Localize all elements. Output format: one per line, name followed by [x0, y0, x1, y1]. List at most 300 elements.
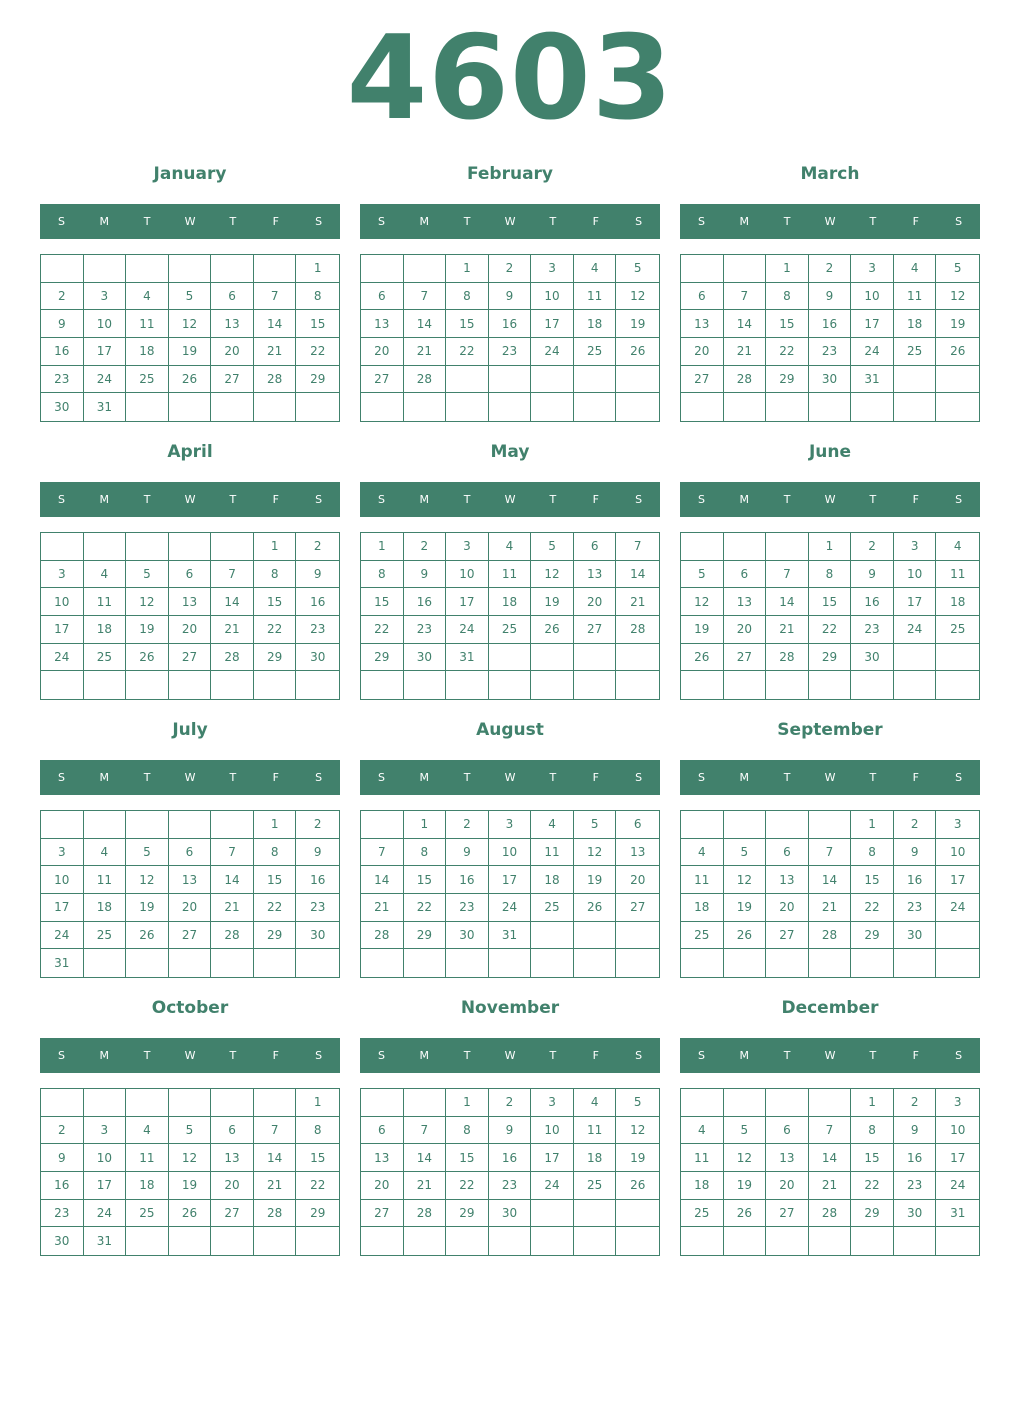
day-cell: 22 [361, 616, 404, 644]
day-cell: 23 [809, 338, 852, 366]
day-cell [211, 811, 254, 839]
day-cell [766, 949, 809, 977]
day-cell: 22 [851, 1172, 894, 1200]
day-cell: 10 [531, 283, 574, 311]
weekday-label: T [783, 493, 791, 506]
day-cell: 1 [254, 811, 297, 839]
weekday-label: M [99, 1049, 110, 1062]
day-cell: 14 [724, 310, 767, 338]
weekday-label: T [143, 493, 151, 506]
day-cell: 15 [254, 866, 297, 894]
weekday-label: T [549, 215, 557, 228]
weekday-label: F [592, 215, 599, 228]
day-cell: 15 [404, 866, 447, 894]
day-cell: 24 [894, 616, 937, 644]
day-cell: 7 [809, 839, 852, 867]
day-cell [489, 644, 532, 672]
day-cell: 23 [446, 894, 489, 922]
day-cell: 30 [894, 922, 937, 950]
day-cell: 21 [211, 616, 254, 644]
weekday-label: T [549, 771, 557, 784]
day-cell: 2 [446, 811, 489, 839]
day-cell [574, 366, 617, 394]
day-cell: 2 [41, 283, 84, 311]
day-cell: 7 [404, 283, 447, 311]
day-cell: 1 [766, 255, 809, 283]
day-cell: 10 [446, 561, 489, 589]
day-grid [360, 254, 660, 422]
weekday-header [360, 1038, 660, 1073]
weekday-label: T [229, 493, 237, 506]
day-cell: 16 [894, 866, 937, 894]
day-cell: 13 [724, 588, 767, 616]
day-cell: 31 [84, 393, 127, 421]
weekday-label: W [504, 215, 516, 228]
day-cell: 26 [681, 644, 724, 672]
day-cell: 28 [766, 644, 809, 672]
day-cell [41, 255, 84, 283]
weekday-label: S [377, 771, 385, 784]
day-cell: 2 [41, 1117, 84, 1145]
day-cell: 14 [254, 1144, 297, 1172]
weekday-label: M [99, 215, 110, 228]
day-cell: 26 [126, 644, 169, 672]
day-cell [169, 255, 212, 283]
day-cell: 8 [446, 1117, 489, 1145]
day-cell: 6 [681, 283, 724, 311]
day-cell: 1 [296, 255, 339, 283]
day-cell: 21 [616, 588, 659, 616]
weekday-label: W [824, 493, 836, 506]
day-cell: 8 [809, 561, 852, 589]
month-name: January [153, 164, 227, 184]
day-cell: 28 [211, 922, 254, 950]
day-cell: 20 [211, 1172, 254, 1200]
day-grid [40, 1088, 340, 1256]
day-cell: 19 [616, 1144, 659, 1172]
day-cell: 11 [126, 1144, 169, 1172]
weekday-label: F [912, 215, 919, 228]
day-cell: 14 [211, 588, 254, 616]
day-cell [766, 811, 809, 839]
day-cell: 15 [361, 588, 404, 616]
day-cell: 19 [169, 1172, 212, 1200]
day-cell: 5 [724, 1117, 767, 1145]
day-cell: 21 [809, 894, 852, 922]
weekday-header [680, 760, 980, 795]
day-cell [361, 811, 404, 839]
day-cell: 6 [211, 1117, 254, 1145]
weekday-label: W [184, 215, 196, 228]
weekday-label: T [229, 1049, 237, 1062]
day-cell [41, 533, 84, 561]
weekday-label: F [912, 1049, 919, 1062]
weekday-label: W [824, 215, 836, 228]
day-cell [724, 949, 767, 977]
day-cell: 12 [936, 283, 979, 311]
day-cell: 4 [574, 255, 617, 283]
day-cell: 27 [169, 644, 212, 672]
day-cell: 8 [766, 283, 809, 311]
day-cell: 5 [616, 255, 659, 283]
month-name: December [781, 998, 879, 1018]
day-cell: 25 [531, 894, 574, 922]
day-cell: 1 [446, 1089, 489, 1117]
day-cell: 14 [809, 1144, 852, 1172]
day-cell: 8 [446, 283, 489, 311]
day-cell [211, 949, 254, 977]
day-cell [211, 393, 254, 421]
weekday-label: T [229, 771, 237, 784]
day-cell: 11 [574, 283, 617, 311]
day-cell: 19 [724, 894, 767, 922]
day-cell [84, 671, 127, 699]
day-cell: 9 [446, 839, 489, 867]
day-cell: 17 [41, 894, 84, 922]
day-cell [894, 949, 937, 977]
weekday-label: T [143, 771, 151, 784]
day-cell [361, 671, 404, 699]
weekday-label: F [912, 493, 919, 506]
weekday-label: T [549, 493, 557, 506]
weekday-label: M [99, 771, 110, 784]
day-cell: 18 [681, 894, 724, 922]
day-cell [809, 393, 852, 421]
day-cell [211, 671, 254, 699]
day-cell: 18 [894, 310, 937, 338]
day-cell [169, 393, 212, 421]
weekday-label: W [184, 493, 196, 506]
day-cell: 6 [766, 839, 809, 867]
day-cell [936, 671, 979, 699]
day-cell: 28 [254, 1200, 297, 1228]
day-cell: 19 [724, 1172, 767, 1200]
weekday-label: F [592, 771, 599, 784]
weekday-label: F [272, 215, 279, 228]
day-cell [936, 366, 979, 394]
day-cell: 4 [126, 283, 169, 311]
day-cell: 25 [84, 922, 127, 950]
weekday-label: T [549, 1049, 557, 1062]
day-cell [616, 671, 659, 699]
day-cell [574, 644, 617, 672]
day-cell: 22 [809, 616, 852, 644]
day-cell: 30 [41, 393, 84, 421]
day-cell [404, 1089, 447, 1117]
day-cell: 2 [809, 255, 852, 283]
day-cell: 12 [574, 839, 617, 867]
weekday-label: M [739, 215, 750, 228]
day-cell: 24 [489, 894, 532, 922]
day-cell: 14 [211, 866, 254, 894]
day-cell: 29 [296, 366, 339, 394]
weekday-label: T [229, 215, 237, 228]
day-cell: 18 [531, 866, 574, 894]
day-cell: 1 [851, 1089, 894, 1117]
day-cell [254, 1089, 297, 1117]
day-cell [531, 393, 574, 421]
day-cell: 12 [681, 588, 724, 616]
day-cell: 1 [809, 533, 852, 561]
day-cell: 11 [489, 561, 532, 589]
day-cell [404, 393, 447, 421]
day-cell: 19 [126, 894, 169, 922]
weekday-label: S [377, 1049, 385, 1062]
weekday-label: S [635, 493, 643, 506]
day-cell: 5 [681, 561, 724, 589]
day-cell: 29 [254, 644, 297, 672]
day-cell: 10 [84, 310, 127, 338]
weekday-label: F [912, 771, 919, 784]
day-cell: 26 [616, 338, 659, 366]
weekday-label: M [99, 493, 110, 506]
day-cell: 6 [361, 283, 404, 311]
day-cell [361, 1089, 404, 1117]
day-cell: 3 [41, 561, 84, 589]
weekday-label: M [419, 771, 430, 784]
day-cell: 27 [616, 894, 659, 922]
day-grid [680, 1088, 980, 1256]
day-cell: 27 [361, 366, 404, 394]
day-cell: 8 [296, 283, 339, 311]
weekday-label: S [315, 493, 323, 506]
day-cell: 5 [574, 811, 617, 839]
day-cell: 7 [724, 283, 767, 311]
day-cell: 22 [254, 894, 297, 922]
day-cell [616, 1227, 659, 1255]
day-cell [361, 255, 404, 283]
day-cell [766, 1227, 809, 1255]
day-cell [489, 671, 532, 699]
day-cell: 26 [616, 1172, 659, 1200]
day-cell: 25 [126, 1200, 169, 1228]
day-cell: 17 [851, 310, 894, 338]
month-name: June [808, 442, 852, 462]
day-cell [169, 1089, 212, 1117]
day-cell: 20 [724, 616, 767, 644]
day-cell: 4 [84, 561, 127, 589]
day-cell: 20 [361, 338, 404, 366]
day-cell: 16 [894, 1144, 937, 1172]
day-cell: 1 [446, 255, 489, 283]
day-cell: 21 [404, 1172, 447, 1200]
weekday-label: F [272, 771, 279, 784]
day-cell: 29 [851, 1200, 894, 1228]
day-cell: 29 [404, 922, 447, 950]
day-cell: 26 [574, 894, 617, 922]
day-cell [126, 949, 169, 977]
day-cell [361, 393, 404, 421]
weekday-label: T [783, 215, 791, 228]
day-cell: 25 [574, 338, 617, 366]
day-cell: 3 [936, 1089, 979, 1117]
day-cell: 16 [296, 866, 339, 894]
day-cell: 21 [724, 338, 767, 366]
day-cell: 25 [574, 1172, 617, 1200]
day-cell [574, 1200, 617, 1228]
day-cell: 26 [936, 338, 979, 366]
day-cell [404, 255, 447, 283]
day-cell: 15 [446, 310, 489, 338]
day-cell: 21 [809, 1172, 852, 1200]
day-cell [126, 1227, 169, 1255]
day-cell [574, 671, 617, 699]
weekday-label: S [315, 1049, 323, 1062]
day-cell [809, 949, 852, 977]
day-cell: 3 [84, 1117, 127, 1145]
day-cell: 19 [574, 866, 617, 894]
day-cell: 22 [254, 616, 297, 644]
day-cell: 21 [766, 616, 809, 644]
day-cell: 27 [766, 922, 809, 950]
day-cell [169, 949, 212, 977]
weekday-label: T [463, 493, 471, 506]
day-cell: 31 [446, 644, 489, 672]
day-cell [254, 949, 297, 977]
day-cell [681, 671, 724, 699]
day-cell [446, 393, 489, 421]
weekday-label: S [315, 215, 323, 228]
day-cell [84, 533, 127, 561]
day-cell [936, 644, 979, 672]
weekday-label: S [57, 493, 65, 506]
day-cell [211, 1089, 254, 1117]
day-cell [126, 533, 169, 561]
weekday-label: S [57, 1049, 65, 1062]
day-cell: 3 [894, 533, 937, 561]
day-cell: 2 [894, 1089, 937, 1117]
day-cell [724, 1089, 767, 1117]
day-cell: 3 [936, 811, 979, 839]
weekday-label: F [272, 493, 279, 506]
weekday-label: T [463, 771, 471, 784]
day-cell: 12 [724, 1144, 767, 1172]
weekday-label: W [504, 771, 516, 784]
day-cell [766, 393, 809, 421]
weekday-label: S [377, 215, 385, 228]
day-cell [766, 1089, 809, 1117]
weekday-label: S [955, 215, 963, 228]
day-cell: 16 [489, 310, 532, 338]
day-cell: 23 [296, 894, 339, 922]
day-cell: 23 [489, 1172, 532, 1200]
day-cell: 21 [254, 338, 297, 366]
day-cell: 18 [936, 588, 979, 616]
day-cell: 22 [446, 1172, 489, 1200]
day-cell: 7 [809, 1117, 852, 1145]
day-cell [296, 671, 339, 699]
day-cell: 17 [894, 588, 937, 616]
day-cell: 4 [574, 1089, 617, 1117]
day-cell: 30 [809, 366, 852, 394]
day-cell [169, 811, 212, 839]
day-cell: 17 [446, 588, 489, 616]
day-cell: 18 [681, 1172, 724, 1200]
day-cell [616, 1200, 659, 1228]
day-cell: 15 [851, 866, 894, 894]
day-cell [724, 533, 767, 561]
day-cell: 30 [446, 922, 489, 950]
day-cell: 28 [404, 1200, 447, 1228]
day-cell: 12 [126, 588, 169, 616]
day-cell: 27 [211, 366, 254, 394]
day-cell: 16 [809, 310, 852, 338]
day-cell [169, 671, 212, 699]
day-cell: 13 [361, 1144, 404, 1172]
day-cell: 7 [211, 839, 254, 867]
day-cell: 24 [851, 338, 894, 366]
weekday-label: S [697, 771, 705, 784]
weekday-label: T [869, 493, 877, 506]
day-cell: 22 [851, 894, 894, 922]
day-cell: 20 [681, 338, 724, 366]
day-cell: 3 [531, 1089, 574, 1117]
day-cell [126, 671, 169, 699]
day-cell: 11 [894, 283, 937, 311]
day-cell: 7 [254, 283, 297, 311]
day-cell: 16 [851, 588, 894, 616]
day-cell: 16 [41, 1172, 84, 1200]
day-cell [296, 393, 339, 421]
day-cell [84, 811, 127, 839]
weekday-label: T [143, 215, 151, 228]
day-cell: 17 [531, 1144, 574, 1172]
day-cell: 19 [681, 616, 724, 644]
day-cell: 31 [489, 922, 532, 950]
day-cell [531, 949, 574, 977]
day-cell: 24 [84, 1200, 127, 1228]
day-cell: 25 [681, 922, 724, 950]
day-cell [851, 393, 894, 421]
day-cell: 10 [41, 588, 84, 616]
day-cell [724, 671, 767, 699]
day-cell: 30 [851, 644, 894, 672]
day-cell [84, 949, 127, 977]
day-grid [680, 810, 980, 978]
day-cell: 24 [936, 1172, 979, 1200]
day-cell: 2 [404, 533, 447, 561]
day-cell: 7 [211, 561, 254, 589]
day-cell: 14 [809, 866, 852, 894]
day-cell: 9 [489, 1117, 532, 1145]
day-cell: 29 [254, 922, 297, 950]
day-cell [809, 811, 852, 839]
weekday-label: T [869, 1049, 877, 1062]
day-cell: 11 [126, 310, 169, 338]
day-cell [296, 1227, 339, 1255]
day-cell: 8 [361, 561, 404, 589]
day-cell: 11 [84, 866, 127, 894]
day-cell: 1 [851, 811, 894, 839]
day-cell: 16 [446, 866, 489, 894]
day-cell: 15 [766, 310, 809, 338]
day-cell: 26 [724, 922, 767, 950]
day-cell: 7 [361, 839, 404, 867]
day-cell: 5 [616, 1089, 659, 1117]
day-cell [616, 366, 659, 394]
day-cell: 3 [851, 255, 894, 283]
day-grid [40, 254, 340, 422]
day-cell [616, 949, 659, 977]
day-cell: 23 [41, 366, 84, 394]
day-cell [531, 644, 574, 672]
month-name: October [151, 998, 229, 1018]
day-cell: 30 [489, 1200, 532, 1228]
day-cell [574, 393, 617, 421]
day-cell: 14 [254, 310, 297, 338]
day-cell: 21 [361, 894, 404, 922]
day-cell: 24 [446, 616, 489, 644]
